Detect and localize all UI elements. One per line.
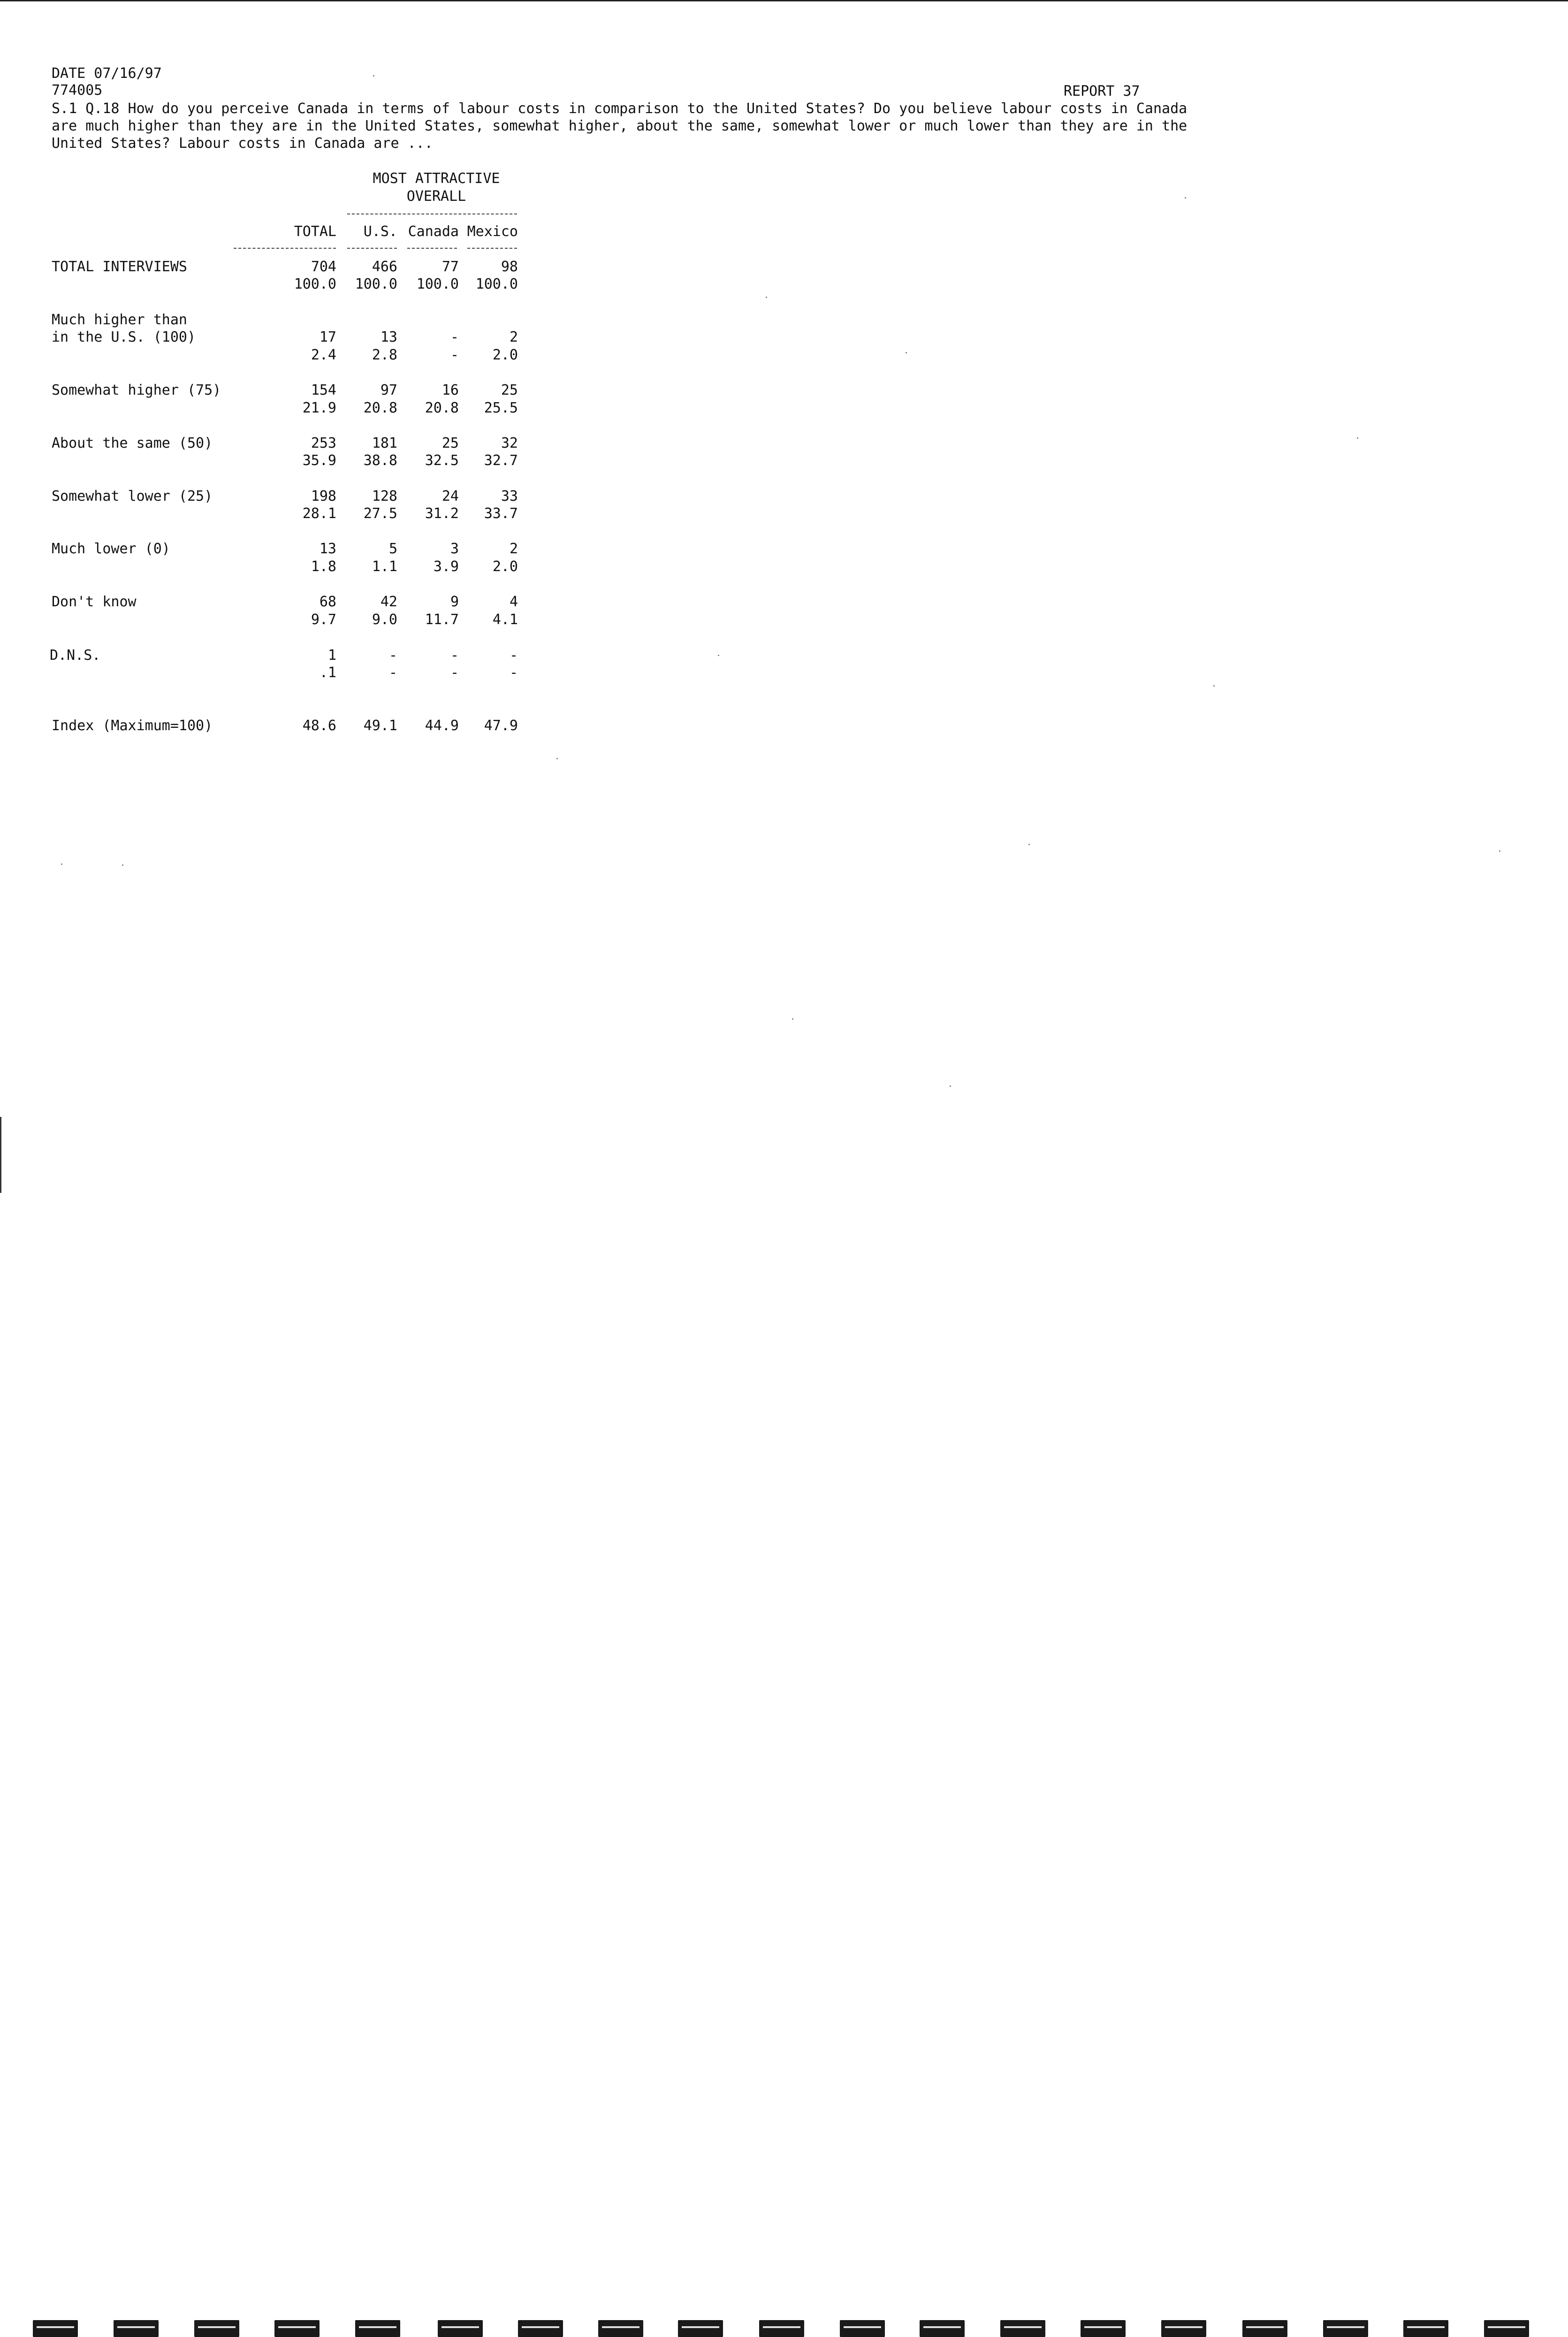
scan-speck: [950, 1085, 951, 1087]
col-rule-us: [347, 248, 397, 249]
banner-subtitle: OVERALL: [406, 188, 466, 205]
scan-speck: [718, 655, 719, 656]
binding-mark: [1242, 2320, 1287, 2337]
cell-count: 33: [501, 488, 518, 504]
cell-count: 98: [501, 259, 518, 275]
cell-percent: 28.1: [302, 505, 336, 522]
binding-mark: [274, 2320, 320, 2337]
cell-count: 97: [380, 382, 397, 398]
cell-percent: 27.5: [363, 505, 397, 522]
cell-count: 198: [311, 488, 336, 504]
cell-percent: 20.8: [425, 400, 459, 416]
row-label-dns: D.N.S.: [50, 647, 101, 664]
cell-count: 128: [372, 488, 397, 504]
row-label-total-interviews: TOTAL INTERVIEWS: [52, 259, 187, 275]
cell-percent: 25.5: [484, 400, 518, 416]
cell-index: 49.1: [363, 718, 397, 734]
cell-count: 1: [327, 647, 336, 664]
cell-index: 44.9: [425, 718, 459, 734]
cell-count: 13: [319, 541, 336, 557]
cell-percent: 100.0: [475, 276, 518, 292]
cell-count: 181: [372, 435, 397, 451]
binding-mark: [840, 2320, 885, 2337]
cell-index: 47.9: [484, 718, 518, 734]
binding-mark: [920, 2320, 965, 2337]
cell-count: 5: [388, 541, 397, 557]
cell-count: 4: [509, 594, 518, 610]
col-rule-total: [234, 248, 336, 249]
cell-count: 9: [450, 594, 459, 610]
cell-count: -: [509, 647, 518, 664]
cell-count: 24: [441, 488, 459, 504]
binding-mark: [355, 2320, 400, 2337]
col-header-us: U.S.: [363, 223, 397, 240]
scan-speck: [1213, 685, 1215, 687]
cell-percent: 1.8: [311, 558, 336, 575]
binding-mark: [1161, 2320, 1206, 2337]
cell-percent: 2.4: [311, 347, 336, 363]
scan-speck: [906, 352, 907, 353]
binding-mark: [1484, 2320, 1529, 2337]
cell-percent: 100.0: [294, 276, 336, 292]
scan-speck: [1357, 437, 1358, 439]
binding-mark: [33, 2320, 78, 2337]
cell-percent: 100.0: [355, 276, 397, 292]
binding-mark: [194, 2320, 239, 2337]
cell-percent: 33.7: [484, 505, 518, 522]
cell-count: 2: [509, 329, 518, 345]
scan-speck: [1028, 844, 1030, 845]
col-header-canada: Canada: [408, 223, 459, 240]
cell-count: 25: [501, 382, 518, 398]
row-label-index: Index (Maximum=100): [52, 718, 213, 734]
scan-speck: [122, 864, 123, 866]
col-rule-canada: [407, 248, 457, 249]
cell-index: 48.6: [302, 718, 336, 734]
cell-percent: 2.0: [492, 558, 518, 575]
cell-count: -: [450, 647, 459, 664]
cell-count: 466: [372, 259, 397, 275]
cell-percent: 35.9: [302, 452, 336, 469]
col-header-mexico: Mexico: [467, 223, 518, 240]
scan-speck: [556, 758, 558, 759]
cell-percent: 1.1: [372, 558, 397, 575]
col-rule-mexico: [467, 248, 517, 249]
question-text: S.1 Q.18 How do you perceive Canada in terms of labour costs in comparison to the United States? Do you believe labour costs in Canada are much higher than they are in the United States, somewhat higher, about the same, somewhat lower or much lower than they are in the United States? Labour costs in Canada are ...: [52, 100, 1187, 152]
binding-mark: [1323, 2320, 1368, 2337]
cell-percent: 20.8: [363, 400, 397, 416]
cell-count: 3: [450, 541, 459, 557]
binding-mark: [438, 2320, 483, 2337]
cell-percent: -: [388, 664, 397, 681]
binding-mark: [1081, 2320, 1126, 2337]
binding-mark: [598, 2320, 643, 2337]
cell-percent: 21.9: [302, 400, 336, 416]
cell-count: -: [388, 647, 397, 664]
scan-speck: [1499, 850, 1500, 852]
row-label-somewhat-higher: Somewhat higher (75): [52, 382, 221, 398]
cell-percent: -: [450, 664, 459, 681]
cell-count: 68: [319, 594, 336, 610]
scan-speck: [766, 297, 767, 298]
row-label-dont-know: Don't know: [52, 594, 137, 610]
cell-percent: 2.8: [372, 347, 397, 363]
cell-percent: 32.5: [425, 452, 459, 469]
scan-speck: [792, 1018, 793, 1020]
cell-percent: 4.1: [492, 611, 518, 628]
cell-percent: 9.7: [311, 611, 336, 628]
cell-count: 25: [441, 435, 459, 451]
scan-speck: [1185, 197, 1186, 199]
cell-count: 77: [441, 259, 459, 275]
cell-count: 253: [311, 435, 336, 451]
cell-count: 13: [380, 329, 397, 345]
row-label-much-higher-line1: Much higher than: [52, 312, 187, 328]
cell-percent: 38.8: [363, 452, 397, 469]
binding-mark: [518, 2320, 563, 2337]
binding-mark: [678, 2320, 723, 2337]
cell-count: 2: [509, 541, 518, 557]
cell-percent: -: [509, 664, 518, 681]
cell-percent: 100.0: [416, 276, 459, 292]
scan-speck: [61, 863, 62, 865]
cell-count: 16: [441, 382, 459, 398]
cell-percent: 11.7: [425, 611, 459, 628]
cell-count: 704: [311, 259, 336, 275]
cell-count: 32: [501, 435, 518, 451]
cell-percent: 31.2: [425, 505, 459, 522]
cell-count: 42: [380, 594, 397, 610]
row-label-much-higher-line2: in the U.S. (100): [52, 329, 196, 345]
cell-count: -: [450, 329, 459, 345]
scan-speck: [373, 75, 374, 76]
cell-percent: 32.7: [484, 452, 518, 469]
binding-mark: [114, 2320, 159, 2337]
cell-count: 154: [311, 382, 336, 398]
cell-percent: .1: [319, 664, 336, 681]
row-label-much-lower: Much lower (0): [52, 541, 170, 557]
job-number: 774005: [52, 82, 103, 99]
binding-mark: [759, 2320, 804, 2337]
report-date: DATE 07/16/97: [52, 65, 162, 82]
binding-mark: [1403, 2320, 1448, 2337]
binding-mark-strip: [0, 1159, 1568, 1187]
cell-percent: 2.0: [492, 347, 518, 363]
col-header-total: TOTAL: [294, 223, 336, 240]
cell-percent: -: [450, 347, 459, 363]
banner-title: MOST ATTRACTIVE: [373, 170, 500, 187]
binding-mark: [1000, 2320, 1045, 2337]
top-border-line: [0, 0, 1568, 1]
cell-percent: 3.9: [433, 558, 459, 575]
report-number: REPORT 37: [1064, 83, 1140, 99]
row-label-about-the-same: About the same (50): [52, 435, 213, 451]
cell-percent: 9.0: [372, 611, 397, 628]
row-label-somewhat-lower: Somewhat lower (25): [52, 488, 213, 504]
cell-count: 17: [319, 329, 336, 345]
